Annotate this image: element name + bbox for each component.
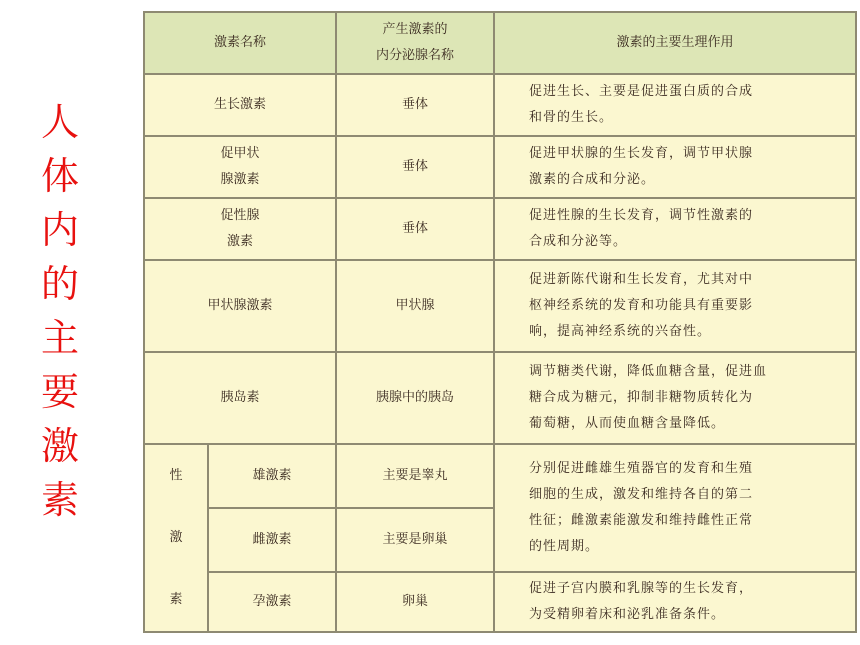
effect-cell bbox=[494, 572, 856, 632]
hormone-name-cell: 孕激素 bbox=[208, 572, 336, 632]
title-char: 要 bbox=[40, 370, 79, 414]
effect-line: 细胞的生成，激发和维持各自的第二 bbox=[529, 487, 754, 502]
effect-line: 激素的合成和分泌。 bbox=[529, 172, 656, 187]
title-char: 素 bbox=[40, 478, 79, 522]
group-char: 素 bbox=[169, 592, 183, 607]
table-row bbox=[144, 198, 856, 260]
effect-line: 促进甲状腺的生长发育，调节甲状腺 bbox=[529, 146, 754, 161]
effect-line: 分别促进雌雄生殖器官的发育和生殖 bbox=[529, 461, 754, 476]
effect-cell bbox=[494, 74, 856, 136]
effect-cell bbox=[494, 260, 856, 352]
hormone-name-cell: 甲状腺激素 bbox=[144, 260, 336, 352]
gland-cell: 垂体 bbox=[336, 136, 494, 198]
gland-cell: 主要是睾丸 bbox=[336, 444, 494, 508]
header-name: 激素名称 bbox=[144, 12, 336, 74]
hormone-name-line: 促甲状 bbox=[220, 146, 260, 161]
title-char: 的 bbox=[40, 262, 79, 306]
hormone-name-cell: 雌激素 bbox=[208, 508, 336, 572]
title-char: 体 bbox=[40, 154, 79, 198]
effect-line: 调节糖类代谢，降低血糖含量，促进血 bbox=[529, 364, 768, 379]
gland-cell: 甲状腺 bbox=[336, 260, 494, 352]
effect-line: 为受精卵着床和泌乳准备条件。 bbox=[529, 607, 726, 622]
header-gland bbox=[336, 12, 494, 74]
gland-cell: 卵巢 bbox=[336, 572, 494, 632]
header-gland-line1: 产生激素的 bbox=[382, 22, 448, 37]
gland-cell: 主要是卵巢 bbox=[336, 508, 494, 572]
header-row bbox=[144, 12, 856, 74]
hormone-name-cell bbox=[144, 136, 336, 198]
gland-cell: 胰腺中的胰岛 bbox=[336, 352, 494, 444]
slide-title-vertical bbox=[30, 95, 90, 527]
gland-cell: 垂体 bbox=[336, 74, 494, 136]
effect-cell bbox=[494, 444, 856, 572]
group-char: 激 bbox=[169, 530, 183, 545]
table-row bbox=[144, 444, 856, 508]
table-row bbox=[144, 74, 856, 136]
effect-line: 响，提高神经系统的兴奋性。 bbox=[529, 324, 712, 339]
hormone-name-cell bbox=[144, 74, 336, 136]
table-row bbox=[144, 352, 856, 444]
table-row bbox=[144, 260, 856, 352]
hormone-name-line: 激素 bbox=[227, 234, 254, 249]
effect-line: 和骨的生长。 bbox=[529, 110, 614, 125]
hormone-name: 生长激素 bbox=[214, 97, 267, 112]
effect-line: 促进新陈代谢和生长发育，尤其对中 bbox=[529, 272, 754, 287]
hormone-name-cell: 雄激素 bbox=[208, 444, 336, 508]
hormone-name-cell bbox=[144, 198, 336, 260]
effect-cell bbox=[494, 198, 856, 260]
effect-line: 性征；雌激素能激发和维持雌性正常 bbox=[529, 513, 754, 528]
hormone-name-cell: 胰岛素 bbox=[144, 352, 336, 444]
effect-line: 促进子宫内膜和乳腺等的生长发育， bbox=[529, 581, 754, 596]
effect-line: 合成和分泌等。 bbox=[529, 234, 628, 249]
group-char: 性 bbox=[169, 468, 183, 483]
effect-line: 促进性腺的生长发育，调节性激素的 bbox=[529, 208, 754, 223]
title-char: 激 bbox=[40, 424, 79, 468]
title-char: 主 bbox=[40, 316, 79, 360]
effect-cell bbox=[494, 136, 856, 198]
effect-line: 糖合成为糖元，抑制非糖物质转化为 bbox=[529, 390, 754, 405]
effect-cell bbox=[494, 352, 856, 444]
effect-line: 的性周期。 bbox=[529, 539, 600, 554]
hormone-table-container bbox=[143, 11, 855, 631]
title-char: 人 bbox=[40, 100, 79, 144]
effect-line: 枢神经系统的发育和功能具有重要影 bbox=[529, 298, 754, 313]
table-row bbox=[144, 136, 856, 198]
hormone-name-line: 腺激素 bbox=[220, 172, 260, 187]
header-gland-line2: 内分泌腺名称 bbox=[376, 48, 455, 63]
gland-cell: 垂体 bbox=[336, 198, 494, 260]
effect-line: 促进生长、主要是促进蛋白质的合成 bbox=[529, 84, 754, 99]
sex-hormone-group-cell bbox=[144, 444, 208, 632]
title-char: 内 bbox=[40, 208, 79, 252]
effect-line: 葡萄糖，从而使血糖含量降低。 bbox=[529, 416, 726, 431]
hormone-table bbox=[143, 11, 857, 633]
header-effect: 激素的主要生理作用 bbox=[494, 12, 856, 74]
hormone-name-line: 促性腺 bbox=[220, 208, 260, 223]
table-row bbox=[144, 572, 856, 632]
